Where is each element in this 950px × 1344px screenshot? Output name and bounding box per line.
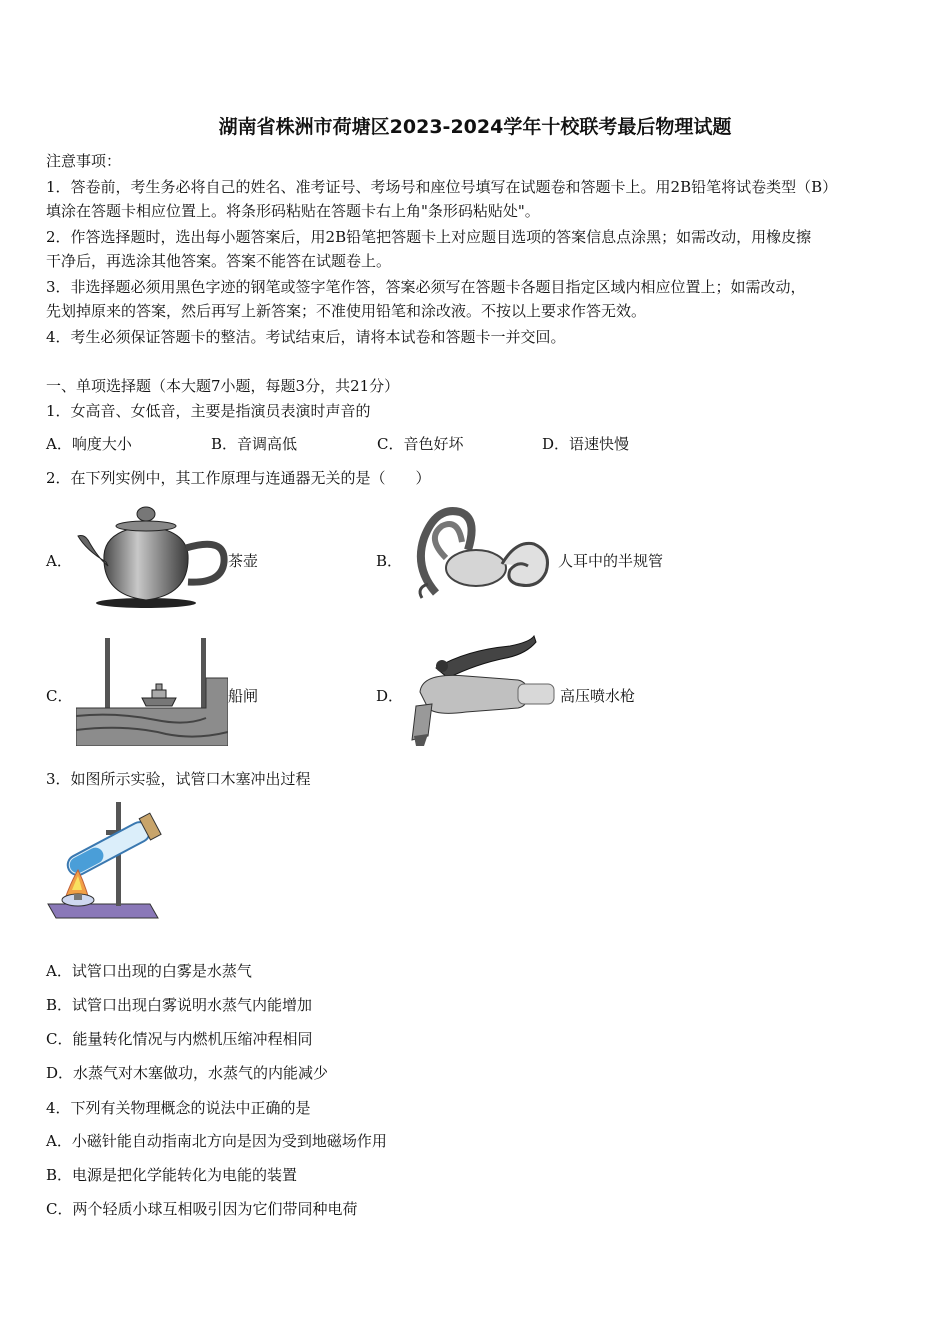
q1-option-a: A．响度大小 [46,435,132,453]
notice-line: 干净后，再选涂其他答案。答案不能答在试题卷上。 [46,252,392,270]
q4-option-b: B．电源是把化学能转化为电能的装置 [46,1166,298,1184]
section-heading: 一、单项选择题（本大题7小题，每题3分，共21分） [46,377,400,395]
q2-option-d-label: 高压喷水枪 [560,687,636,705]
q2-option-a-label: 茶壶 [228,552,259,570]
q3-option-b: B．试管口出现白雾说明水蒸气内能增加 [46,996,313,1014]
notice-line: 2．作答选择题时，选出每小题答案后，用2B铅笔把答题卡上对应题目选项的答案信息点涂黑；如需改动，用橡皮擦 [46,228,812,246]
ship-lock-figure [76,636,228,746]
teapot-figure [76,500,228,610]
q4-option-a: A．小磁针能自动指南北方向是因为受到地磁场作用 [46,1132,387,1150]
notice-line: 填涂在答题卡相应位置上。将条形码粘贴在答题卡右上角"条形码粘贴处"。 [46,202,540,220]
q3-option-c: C．能量转化情况与内燃机压缩冲程相同 [46,1030,313,1048]
q3-option-a: A．试管口出现的白雾是水蒸气 [46,962,252,980]
q2-stem: 2．在下列实例中，其工作原理与连通器无关的是（ ） [46,469,431,487]
q2-option-c-letter: C． [46,687,73,705]
notice-line: 3．非选择题必须用黑色字迹的钢笔或签字笔作答，答案必须写在答题卡各题目指定区域内相应位置上；如需改动， [46,278,806,296]
test-tube-experiment-figure [46,800,168,926]
notice-line: 1．答卷前，考生务必将自己的姓名、准考证号、考场号和座位号填写在试题卷和答题卡上。用2B铅笔将试卷类型（B） [46,178,838,196]
q3-option-d: D．水蒸气对木塞做功，水蒸气的内能减少 [46,1064,329,1082]
q1-option-b: B．音调高低 [211,435,298,453]
water-gun-figure [406,632,558,748]
q2-option-a-letter: A． [46,552,72,570]
notice-line: 4．考生必须保证答题卡的整洁。考试结束后，请将本试卷和答题卡一并交回。 [46,328,566,346]
q2-option-b-label: 人耳中的半规管 [558,552,664,570]
q3-stem: 3．如图所示实验，试管口木塞冲出过程 [46,770,311,788]
page-title: 湖南省株洲市荷塘区2023-2024学年十校联考最后物理试题 [218,116,732,138]
ear-canal-figure [406,498,556,610]
q2-option-c-label: 船闸 [228,687,259,705]
q4-option-c: C．两个轻质小球互相吸引因为它们带同种电荷 [46,1200,358,1218]
q2-option-b-letter: B． [376,552,403,570]
q2-option-d-letter: D． [376,687,404,705]
notice-heading: 注意事项： [46,152,122,170]
q1-option-d: D．语速快慢 [542,435,630,453]
q1-option-c: C．音色好坏 [377,435,464,453]
notice-line: 先划掉原来的答案，然后再写上新答案；不准使用铅笔和涂改液。不按以上要求作答无效。 [46,302,647,320]
q4-stem: 4．下列有关物理概念的说法中正确的是 [46,1099,311,1117]
q1-stem: 1．女高音、女低音，主要是指演员表演时声音的 [46,402,371,420]
